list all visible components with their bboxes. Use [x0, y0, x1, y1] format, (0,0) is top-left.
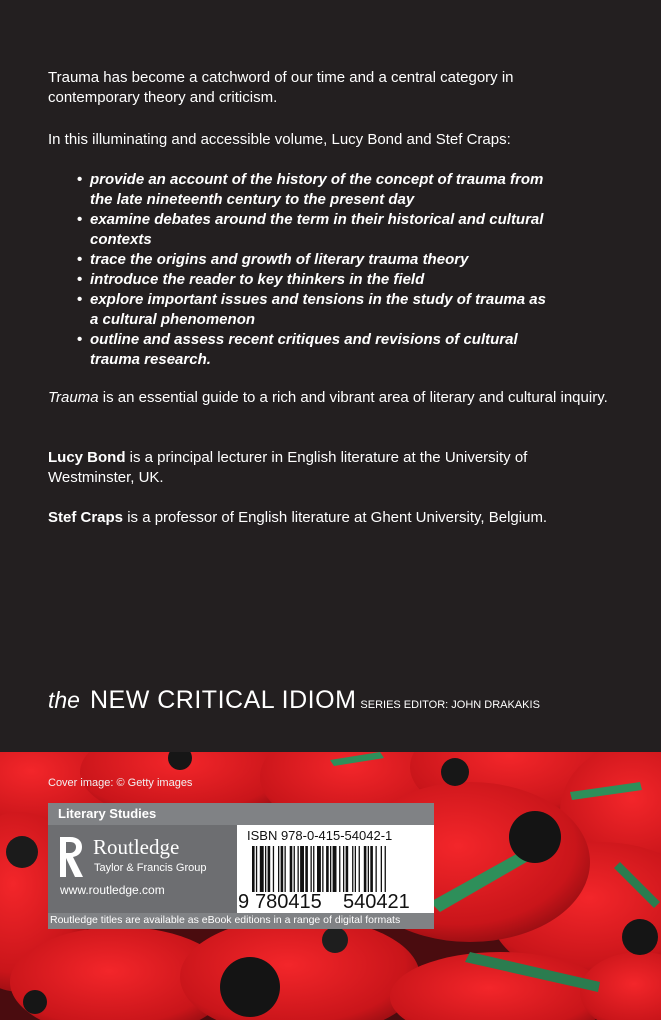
list-item: • examine debates around the term in their historical and cultural contexts [78, 210, 548, 250]
barcode-bar [311, 846, 312, 892]
barcode-bar [326, 846, 329, 892]
barcode-bar [260, 846, 264, 892]
barcode-bar [305, 846, 308, 892]
barcode-bar [265, 846, 266, 892]
barcode-block [237, 825, 434, 913]
author-bio-bond [48, 448, 608, 488]
list-item: • explore important issues and tensions in the study of trauma as a cultural phenomenon [78, 290, 548, 330]
barcode-bar [252, 846, 255, 892]
barcode-bar [364, 846, 367, 892]
publisher-group: Taylor & Francis Group [94, 862, 207, 874]
category-label: Literary Studies [58, 806, 157, 821]
ebook-footer-text: Routledge titles are available as eBook editions in a range of digital formats [50, 914, 401, 926]
author-bio: is a principal lecturer in English literature at the University of Westminster, UK. [48, 449, 528, 486]
list-item: • introduce the reader to key thinkers in the field [78, 270, 548, 290]
barcode-bar [359, 846, 360, 892]
essential-paragraph [48, 388, 608, 408]
barcode-bar [285, 846, 286, 892]
author-name: Lucy Bond [48, 449, 126, 466]
series-name: NEW CRITICAL IDIOM [89, 686, 357, 714]
barcode-bar [317, 846, 321, 892]
lead-paragraph: In this illuminating and accessible volume, Lucy Bond and Stef Craps: [48, 131, 511, 148]
series-the: the [48, 687, 80, 713]
list-item: • outline and assess recent critiques and revisions of cultural trauma research. [78, 330, 548, 370]
essential-text: is an essential guide to a rich and vibrant area of literary and cultural inquiry. [98, 389, 608, 406]
publisher-block [48, 825, 237, 913]
barcode-bar [322, 846, 323, 892]
barcode-bar [313, 846, 314, 892]
ebook-footer [48, 913, 434, 929]
ean-digit-group-1: 780415 [255, 891, 322, 913]
barcode-bar [346, 846, 349, 892]
barcode-bar [330, 846, 331, 892]
routledge-logo-icon [56, 833, 86, 881]
barcode-icon [242, 846, 429, 894]
isbn-label: ISBN 978-0-415-54042-1 [247, 828, 393, 843]
barcode-bar [300, 846, 304, 892]
barcode-bar [385, 846, 386, 892]
publisher-panel [48, 803, 434, 929]
series-line [48, 686, 540, 715]
book-title: Trauma [48, 389, 99, 406]
barcode-bar [376, 846, 377, 892]
barcode-bar [355, 846, 356, 892]
author-name: Stef Craps [48, 509, 124, 526]
publisher-name: Routledge [93, 835, 180, 859]
ean-digit-group-2: 540421 [343, 891, 410, 913]
barcode-bar [333, 846, 337, 892]
barcode-bar [281, 846, 284, 892]
list-item: • trace the origins and growth of literary trauma theory [78, 250, 548, 270]
barcode-bar [381, 846, 382, 892]
barcode-bar [278, 846, 279, 892]
barcode-bar [339, 846, 340, 892]
barcode-bar [268, 846, 271, 892]
list-item: • provide an account of the history of the concept of trauma from the late nineteenth century to the present day [78, 170, 548, 210]
barcode-bar [256, 846, 257, 892]
barcode-bar [370, 846, 373, 892]
barcode-bar [343, 846, 344, 892]
series-editor: SERIES EDITOR: JOHN DRAKAKIS [360, 699, 540, 711]
author-bio-craps [48, 508, 608, 528]
barcode-bar [352, 846, 353, 892]
cover-image-credit: Cover image: © Getty images [48, 777, 193, 789]
barcode-bar [290, 846, 293, 892]
barcode-bar [273, 846, 274, 892]
author-bio: is a professor of English literature at Ghent University, Belgium. [123, 509, 548, 526]
publisher-website: www.routledge.com [60, 883, 165, 897]
topic-list [78, 170, 548, 370]
barcode-bar [368, 846, 369, 892]
category-bar [48, 803, 434, 825]
barcode-bar [294, 846, 295, 892]
intro-paragraph: Trauma has become a catchword of our time and a central category in contemporary theory and criticism. [48, 69, 514, 106]
ean-digit-prefix: 9 [238, 891, 250, 913]
barcode-bar [298, 846, 299, 892]
